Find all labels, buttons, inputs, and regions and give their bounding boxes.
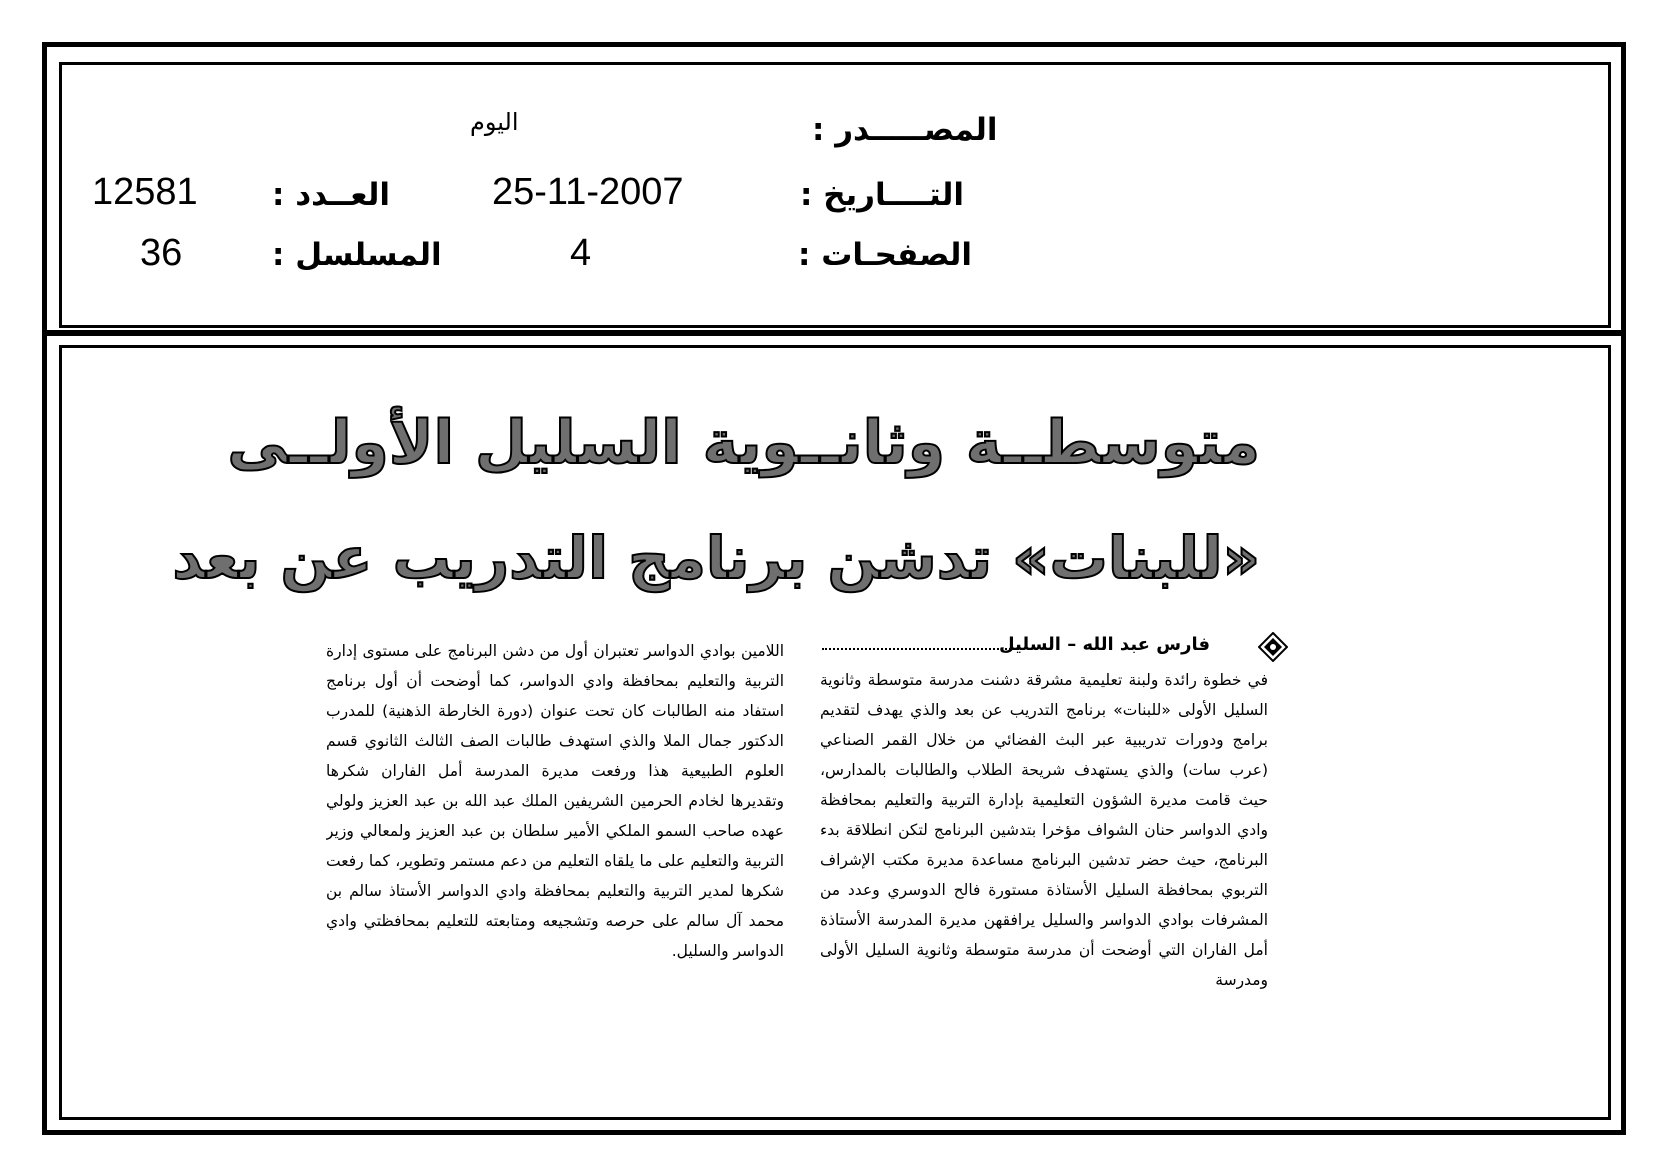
ornament-icon [1258,632,1288,662]
source-value: اليوم [470,108,519,136]
serial-value: 36 [140,232,183,274]
article-column-left [326,636,784,1036]
serial-label: المسلسل : [272,237,442,273]
pages-label: الصفحـات : [798,237,973,273]
byline-divider [822,648,1022,650]
issue-value: 12581 [92,171,198,213]
issue-label: العــدد : [272,177,390,213]
article-column-right [820,665,1268,1040]
separator-bar [42,330,1626,336]
article-column-right-text: في خطوة رائدة ولبنة تعليمية مشرقة دشنت مدرسة متوسطة وثانوية السليل الأولى «للبنات» برنامج التدريب عن بعد والذي يهدف لتقديم برامج ودورات تدريبية عبر البث الفضائي من خلال القمر الصناعي (عرب سات) والذي يستهدف شريحة الطلاب والطالبات بالمدارس، حيث قامت مديرة الشؤون التعليمية بإدارة التربية والتعليم بمحافظة وادي الدواسر حنان الشواف مؤخرا بتدشين البرنامج لتكن انطلاقة بدء البرنامج، حيث حضر تدشين البرنامج مساعدة مديرة مكتب الإشراف التربوي بمحافظة السليل الأستاذة مستورة فالح الدوسري وعدد من المشرفات بوادي الدواسر والسليل يرافقهن مديرة المدرسة الأستاذة أمل الفاران التي أوضحت أن مدرسة متوسطة وثانوية السليل الأولى ومدرسة [820,671,1268,989]
byline [822,632,1292,666]
byline-text: فارس عبد الله – السليل [998,634,1210,655]
pages-value: 4 [570,232,592,274]
source-label: المصـــــدر : [812,112,998,148]
headline-line-2: «للبنات» تدشن برنامج التدريب عن بعد [172,524,1260,592]
article-column-left-text: اللامين بوادي الدواسر تعتبران أول من دشن البرنامج على مستوى إدارة التربية والتعليم بمحافظة وادي الدواسر، كما أوضحت أن أول برنامج استفاد منه الطالبات كان تحت عنوان (دورة الخارطة الذهنية) للمدرب الدكتور جمال الملا والذي استهدف طالبات الصف الثالث الثانوي قسم العلوم الطبيعية هذا ورفعت مديرة المدرسة أمل الفاران شكرها وتقديرها لخادم الحرمين الشريفين الملك عبد الله بن عبد العزيز ولولي عهده صاحب السمو الملكي الأمير سلطان بن عبد العزيز ولمعالي وزير التربية والتعليم على ما يلقاه التعليم من دعم مستمر وتطوير، كما رفعت شكرها لمدير التربية والتعليم بمحافظة وادي الدواسر الأستاذ سالم بن محمد آل سالم على حرصه وتشجيعه ومتابعته للتعليم بمحافظتي وادي الدواسر والسليل. [326,642,784,960]
date-label: التــــاريخ : [800,177,964,213]
date-value: 25-11-2007 [492,171,684,213]
headline-line-1: متوسطــة وثانــوية السليل الأولــى [227,408,1260,478]
